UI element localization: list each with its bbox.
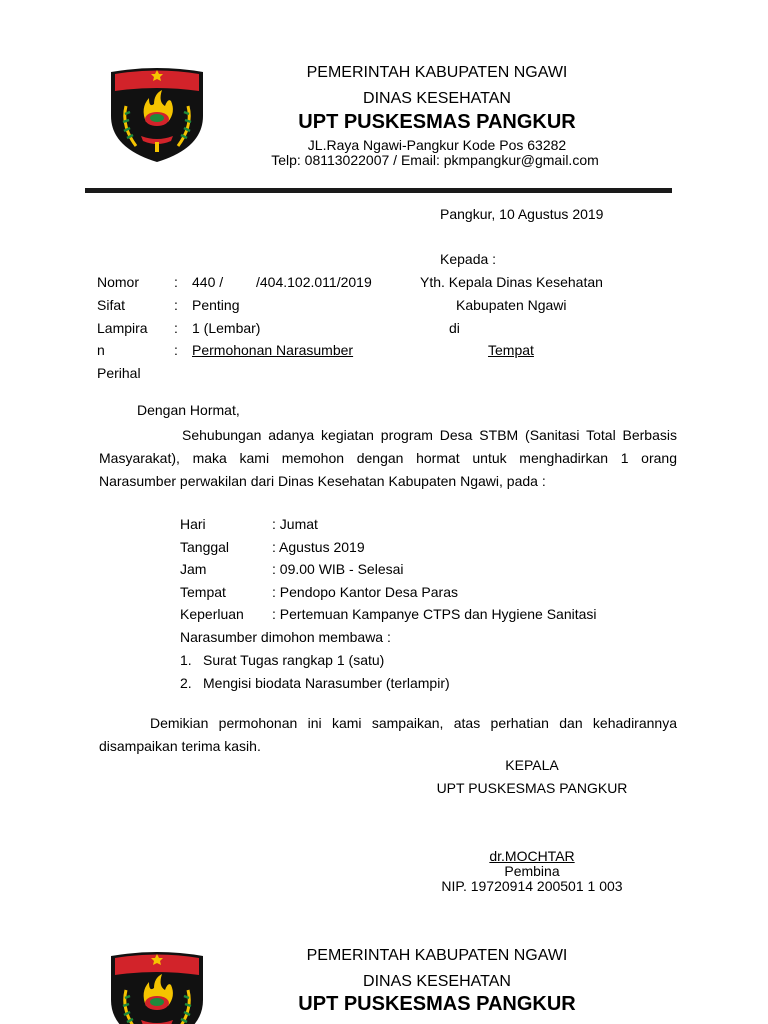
- recipient-line2: Kabupaten Ngawi: [456, 297, 567, 313]
- detail-value: : Pertemuan Kampanye CTPS dan Hygiene Sanitasi: [272, 606, 597, 622]
- letterhead-divider: [85, 188, 672, 193]
- nomor-colon: :: [174, 274, 178, 290]
- detail-value: : 09.00 WIB - Selesai: [272, 561, 404, 577]
- letterhead-department: DINAS KESEHATAN: [363, 90, 511, 107]
- detail-label: Tanggal: [180, 539, 230, 555]
- signature-nip: NIP. 19720914 200501 1 003: [441, 878, 623, 894]
- paragraph-intro-text: Sehubungan adanya kegiatan program Desa STBM (Sanitasi Total Berbasis Masyarakat), maka kami memohon dengan hormat untuk menghadirkan 1 orang Narasumber perwakilan dari Dinas Kesehatan Kabupaten Ngawi, pada :: [99, 427, 677, 489]
- letterhead-department: DINAS KESEHATAN: [363, 973, 511, 990]
- perihal-colon: :: [174, 342, 178, 358]
- letterhead-title: UPT PUSKESMAS PANGKUR: [298, 993, 576, 1015]
- detail-value: : Pendopo Kantor Desa Paras: [272, 584, 459, 600]
- bring-intro: Narasumber dimohon membawa :: [180, 629, 391, 645]
- lampiran-colon: :: [174, 320, 178, 336]
- signature-title1: KEPALA: [505, 757, 559, 773]
- signature-name: dr.MOCHTAR: [489, 848, 575, 864]
- letterhead-address: JL.Raya Ngawi-Pangkur Kode Pos 63282: [307, 137, 567, 153]
- nomor-part1: 440 /: [192, 274, 224, 290]
- letterhead-government: PEMERINTAH KABUPATEN NGAWI: [306, 64, 568, 81]
- lampiran-label-2: n: [97, 342, 105, 358]
- nomor-part2: /404.102.011/2019: [256, 274, 372, 290]
- signature-title2: UPT PUSKESMAS PANGKUR: [436, 780, 628, 796]
- list-item-text: Mengisi biodata Narasumber (terlampir): [203, 675, 450, 691]
- perihal-value: Permohonan Narasumber: [192, 342, 354, 358]
- detail-label: Keperluan: [180, 606, 244, 622]
- detail-value: : Jumat: [272, 516, 318, 532]
- recipient-tempat: Tempat: [488, 342, 534, 358]
- list-item-number: 2.: [180, 675, 192, 691]
- signature-rank: Pembina: [504, 863, 560, 879]
- puskesmas-logo: [108, 948, 206, 1024]
- sifat-label: Sifat: [97, 297, 126, 313]
- detail-label: Jam: [180, 561, 207, 577]
- letterhead-contact: Telp: 08113022007 / Email: pkmpangkur@gmail.com: [271, 152, 599, 168]
- lampiran-label-1: Lampira: [97, 320, 148, 336]
- letterhead-title: UPT PUSKESMAS PANGKUR: [298, 111, 576, 133]
- paragraph-closing-text: Demikian permohonan ini kami sampaikan, atas perhatian dan kehadirannya disampaikan terima kasih.: [99, 715, 677, 754]
- detail-value: : Agustus 2019: [272, 539, 365, 555]
- nomor-label: Nomor: [97, 274, 140, 290]
- lampiran-value: 1 (Lembar): [192, 320, 261, 336]
- salutation: Dengan Hormat,: [137, 402, 240, 418]
- letterhead-government: PEMERINTAH KABUPATEN NGAWI: [306, 947, 568, 964]
- paragraph-closing: [99, 712, 677, 758]
- list-item-number: 1.: [180, 652, 192, 668]
- detail-label: Tempat: [180, 584, 226, 600]
- detail-label: Hari: [180, 516, 206, 532]
- sifat-value: Penting: [192, 297, 240, 313]
- perihal-label: Perihal: [97, 365, 141, 381]
- sifat-colon: :: [174, 297, 178, 313]
- place-date: Pangkur, 10 Agustus 2019: [440, 206, 604, 222]
- puskesmas-logo: [108, 64, 206, 164]
- recipient-kepada: Kepada :: [440, 251, 497, 267]
- list-item-text: Surat Tugas rangkap 1 (satu): [203, 652, 385, 668]
- paragraph-intro: [99, 424, 677, 493]
- recipient-di: di: [449, 320, 460, 336]
- recipient-yth: Yth. Kepala Dinas Kesehatan: [420, 274, 603, 290]
